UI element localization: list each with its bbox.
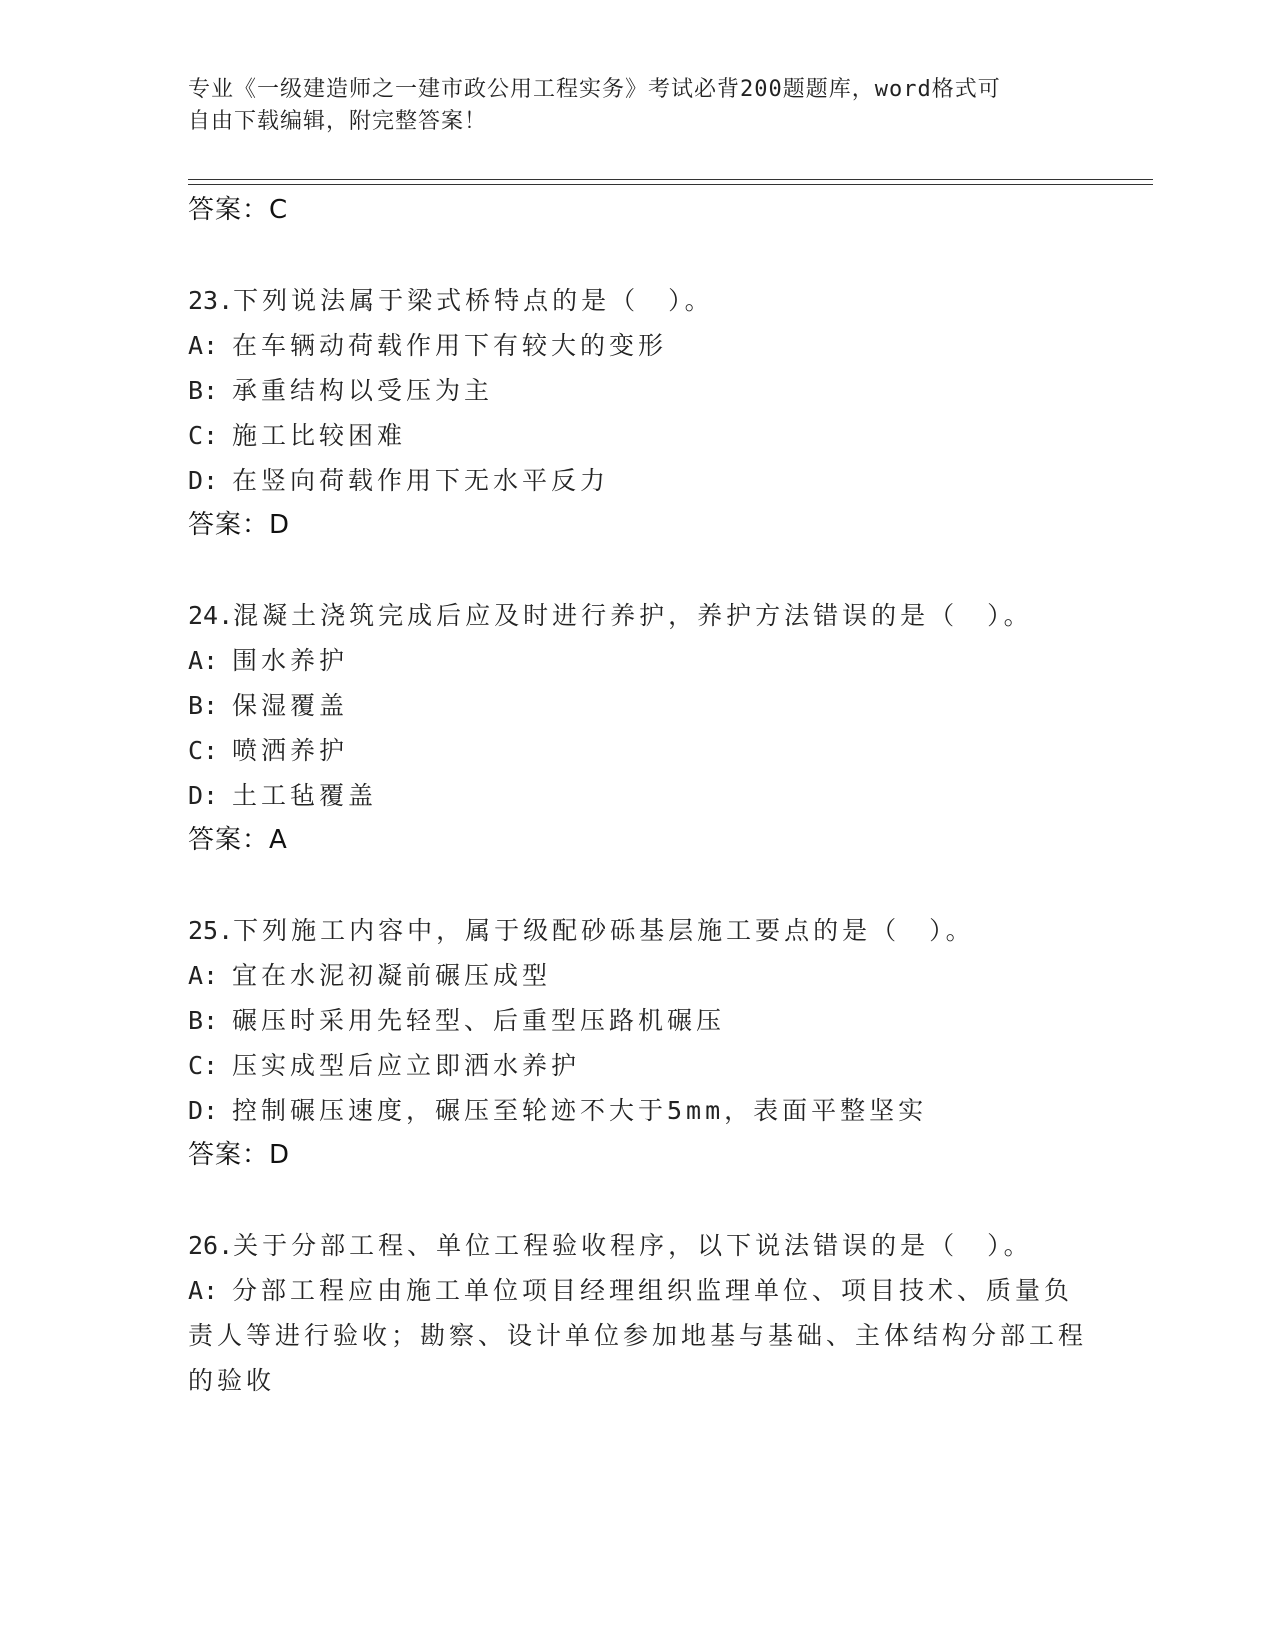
option-key: A: [188,961,219,990]
option-key: D: [188,1096,219,1125]
question-24 [188,593,1088,863]
option-a [188,638,1088,683]
header-line-1: 专业《一级建造师之一建市政公用工程实务》考试必背200题题库，word格式可 [188,77,1001,102]
option-text: 在竖向荷载作用下无水平反力 [232,466,610,495]
answer-label: 答案： [188,510,270,540]
question-stem [188,593,1088,638]
option-text: 承重结构以受压为主 [232,376,494,405]
answer-value: D [269,510,291,540]
option-c [188,1043,1088,1088]
question-stem [188,278,1088,323]
option-key: B: [188,376,219,405]
option-b [188,998,1088,1043]
page-header [188,74,1068,138]
question-text: 下列说法属于梁式桥特点的是（ ）。 [233,286,714,315]
option-b [188,368,1088,413]
option-d [188,1088,1088,1133]
option-text: 控制碾压速度，碾压至轮迹不大于5mm，表面平整坚实 [232,1096,928,1125]
option-key: A: [188,1276,219,1305]
question-stem [188,908,1088,953]
question-stem [188,1223,1088,1268]
option-key: A: [188,646,219,675]
option-a [188,323,1088,368]
question-25 [188,908,1088,1178]
question-number: 25. [188,916,234,945]
option-text: 土工毡覆盖 [232,781,378,810]
question-23 [188,278,1088,548]
question-text: 关于分部工程、单位工程验收程序，以下说法错误的是（ ）。 [233,1231,1033,1260]
option-key: A: [188,331,219,360]
option-c [188,728,1088,773]
answer-value: A [269,825,288,855]
option-d [188,773,1088,818]
answer-label: 答案： [188,825,270,855]
answer-value: C [269,195,289,225]
option-key: B: [188,1006,219,1035]
option-text: 分部工程应由施工单位项目经理组织监理单位、项目技术、质量负责人等进行验收；勘察、设计单位参加地基与基础、主体结构分部工程的验收 [188,1276,1088,1395]
option-text: 围水养护 [232,646,349,675]
option-a [188,1268,1088,1403]
option-text: 喷洒养护 [232,736,349,765]
option-key: C: [188,1051,219,1080]
question-text: 下列施工内容中，属于级配砂砾基层施工要点的是（ ）。 [233,916,975,945]
question-list [188,188,1088,1403]
answer-label: 答案： [188,195,270,225]
option-text: 宜在水泥初凝前碾压成型 [232,961,552,990]
header-divider [188,179,1153,185]
option-text: 在车辆动荷载作用下有较大的变形 [232,331,668,360]
option-d [188,458,1088,503]
option-text: 施工比较困难 [232,421,407,450]
question-text: 混凝土浇筑完成后应及时进行养护，养护方法错误的是（ ）。 [233,601,1033,630]
option-text: 碾压时采用先轻型、后重型压路机碾压 [232,1006,726,1035]
option-text: 压实成型后应立即洒水养护 [232,1051,581,1080]
option-c [188,413,1088,458]
answer-line [188,818,1088,863]
question-26 [188,1223,1088,1403]
answer-value: D [269,1140,291,1170]
option-key: C: [188,421,219,450]
answer-label: 答案： [188,1140,270,1170]
answer-line [188,503,1088,548]
option-key: D: [188,466,219,495]
option-text: 保湿覆盖 [232,691,349,720]
header-line-2: 自由下载编辑，附完整答案！ [188,109,488,134]
option-key: C: [188,736,219,765]
option-a [188,953,1088,998]
question-number: 26. [188,1231,234,1260]
option-b [188,683,1088,728]
answer-line [188,1133,1088,1178]
option-key: B: [188,691,219,720]
question-number: 23. [188,286,234,315]
option-key: D: [188,781,219,810]
answer-line [188,188,1088,233]
question-number: 24. [188,601,234,630]
